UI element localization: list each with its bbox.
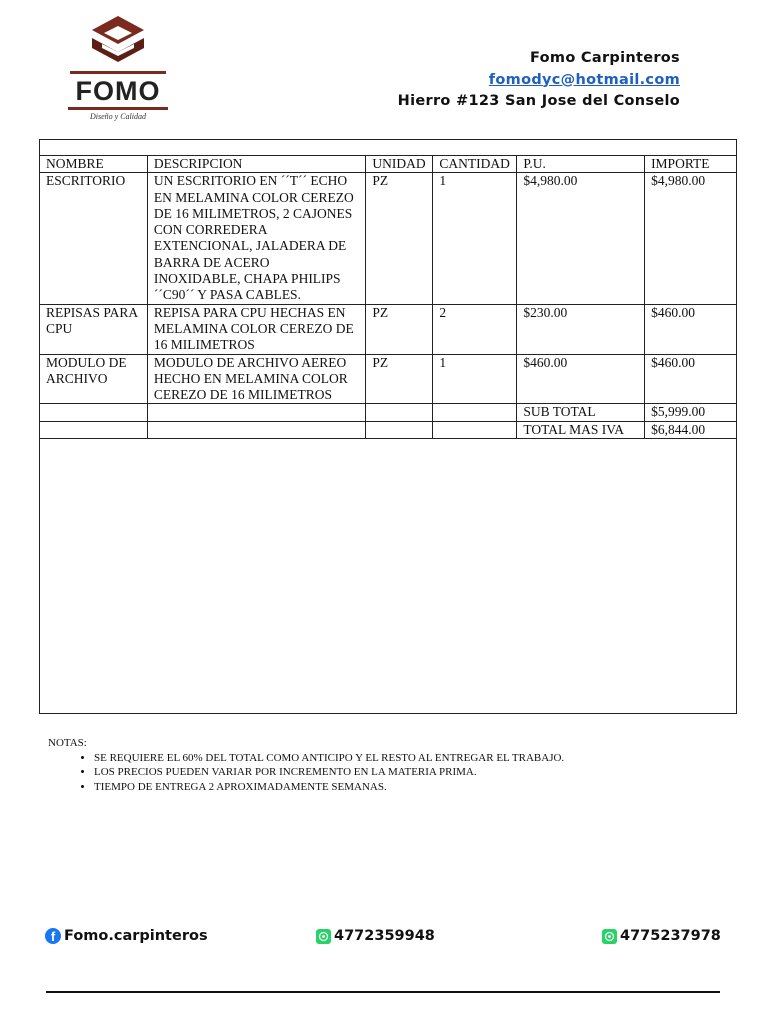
item-unit-price: $4,980.00 (517, 173, 645, 304)
notes-title: NOTAS: (48, 737, 87, 749)
quote-table (39, 155, 737, 439)
whatsapp-icon (316, 929, 331, 944)
table-header-row (40, 156, 737, 173)
company-name: Fomo Carpinteros (530, 50, 680, 66)
footer-facebook[interactable] (45, 928, 208, 944)
total-value: $6,844.00 (645, 421, 737, 438)
notes-section (48, 736, 564, 794)
total-label: TOTAL MAS IVA (517, 421, 645, 438)
item-amount: $460.00 (645, 354, 737, 404)
item-quantity: 1 (433, 354, 517, 404)
item-quantity: 2 (433, 304, 517, 354)
table-row (40, 173, 737, 304)
footer-phone-2[interactable] (602, 928, 721, 944)
item-name: REPISAS PARA CPU (40, 304, 148, 354)
item-name: MODULO DE ARCHIVO (40, 354, 148, 404)
whatsapp-icon (602, 929, 617, 944)
facebook-handle: Fomo.carpinteros (64, 928, 208, 944)
item-unit-price: $230.00 (517, 304, 645, 354)
subtotal-value: $5,999.00 (645, 404, 737, 421)
note-item: • LOS PRECIOS PUEDEN VARIAR POR INCREMENTO EN LA MATERIA PRIMA. (94, 765, 564, 780)
company-info (398, 48, 680, 113)
table-row (40, 304, 737, 354)
item-unit: PZ (366, 354, 433, 404)
item-amount: $4,980.00 (645, 173, 737, 304)
item-unit: PZ (366, 173, 433, 304)
logo-underline (68, 107, 168, 110)
notes-list (48, 751, 564, 795)
item-description: UN ESCRITORIO EN ´´T´´ ECHO EN MELAMINA COLOR CEREZO DE 16 MILIMETROS, 2 CAJONES CON CORREDERA EXTENCIONAL, JALADERA DE BARRA DE ACERO INOXIDABLE, CHAPA PHILIPS ´´C90´´ Y PASA CABLES. (147, 173, 365, 304)
item-name: ESCRITORIO (40, 173, 148, 304)
column-header: P.U. (517, 156, 645, 173)
item-unit: PZ (366, 304, 433, 354)
logo-wordmark: FOMO (75, 76, 161, 106)
note-item: • TIEMPO DE ENTREGA 2 APROXIMADAMENTE SEMANAS. (94, 780, 564, 795)
column-header: NOMBRE (40, 156, 148, 173)
phone-number: 4772359948 (334, 928, 435, 944)
facebook-icon: f (45, 928, 61, 944)
phone-number: 4775237978 (620, 928, 721, 944)
column-header: CANTIDAD (433, 156, 517, 173)
company-address: Hierro #123 San Jose del Conselo (397, 93, 680, 109)
logo-tagline: Diseño y Calidad (90, 112, 146, 121)
item-amount: $460.00 (645, 304, 737, 354)
table-row (40, 354, 737, 404)
note-item: • SE REQUIERE EL 60% DEL TOTAL COMO ANTICIPO Y EL RESTO AL ENTREGAR EL TRABAJO. (94, 751, 564, 766)
item-unit-price: $460.00 (517, 354, 645, 404)
company-email-link[interactable]: fomodyc@hotmail.com (488, 71, 680, 88)
subtotal-label: SUB TOTAL (517, 404, 645, 421)
item-quantity: 1 (433, 173, 517, 304)
item-description: REPISA PARA CPU HECHAS EN MELAMINA COLOR CEREZO DE 16 MILIMETROS (147, 304, 365, 354)
footer-phone-1[interactable] (316, 928, 435, 944)
column-header: IMPORTE (645, 156, 737, 173)
total-row (40, 421, 737, 438)
column-header: UNIDAD (366, 156, 433, 173)
bottom-divider (46, 991, 720, 993)
logo-mark-icon (62, 12, 174, 76)
item-description: MODULO DE ARCHIVO AEREO HECHO EN MELAMINA COLOR CEREZO DE 16 MILIMETROS (147, 354, 365, 404)
column-header: DESCRIPCION (147, 156, 365, 173)
subtotal-row (40, 404, 737, 421)
company-logo (62, 12, 174, 122)
